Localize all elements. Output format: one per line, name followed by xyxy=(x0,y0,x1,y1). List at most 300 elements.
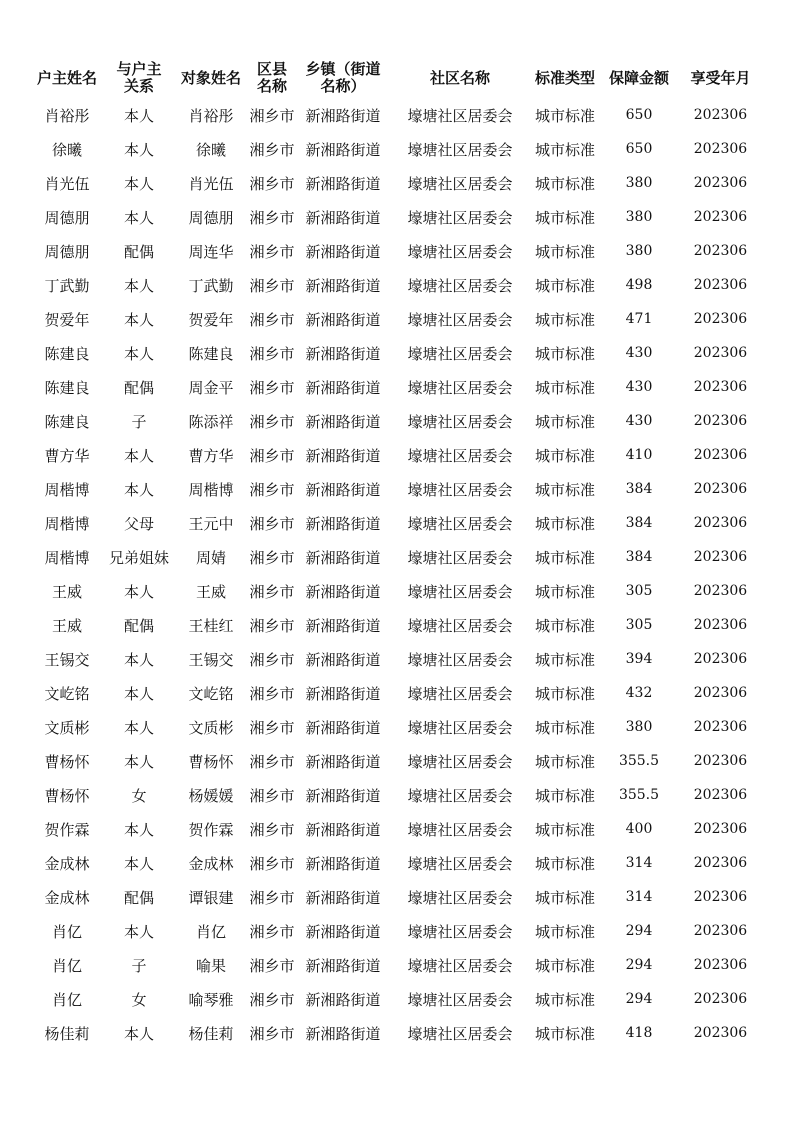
cell-township: 新湘路街道 xyxy=(305,276,381,295)
cell-county: 湘乡市 xyxy=(249,786,295,805)
cell-household-head-name: 金成林 xyxy=(44,888,90,907)
cell-relation: 子 xyxy=(131,412,147,431)
cell-recipient-name: 周德朋 xyxy=(188,208,234,227)
cell-county: 湘乡市 xyxy=(249,582,295,601)
table-row xyxy=(30,812,763,846)
cell-amount: 418 xyxy=(625,1025,653,1041)
header-county xyxy=(248,58,296,98)
cell-township: 新湘路街道 xyxy=(305,378,381,397)
table-row xyxy=(30,642,763,676)
cell-community: 壕塘社区居委会 xyxy=(407,242,513,261)
cell-township: 新湘路街道 xyxy=(305,106,381,125)
table-row xyxy=(30,710,763,744)
cell-recipient-name: 周连华 xyxy=(188,242,234,261)
cell-household-head-name: 肖亿 xyxy=(51,922,82,941)
cell-township: 新湘路街道 xyxy=(305,820,381,839)
header-row xyxy=(30,58,763,98)
cell-relation: 本人 xyxy=(123,650,154,669)
cell-relation: 女 xyxy=(131,786,147,805)
cell-period: 202306 xyxy=(693,379,748,395)
cell-household-head-name: 肖光伍 xyxy=(44,174,90,193)
cell-relation: 本人 xyxy=(123,276,154,295)
cell-relation: 本人 xyxy=(123,820,154,839)
cell-household-head-name: 丁武勤 xyxy=(44,276,90,295)
cell-household-head-name: 肖裕彤 xyxy=(44,106,90,125)
cell-county: 湘乡市 xyxy=(249,174,295,193)
cell-period: 202306 xyxy=(693,957,748,973)
cell-amount: 432 xyxy=(625,685,653,701)
cell-period: 202306 xyxy=(693,345,748,361)
cell-period: 202306 xyxy=(693,1025,748,1041)
cell-standard-type: 城市标准 xyxy=(534,752,595,771)
cell-relation: 本人 xyxy=(123,106,154,125)
cell-standard-type: 城市标准 xyxy=(534,616,595,635)
cell-amount: 384 xyxy=(625,515,653,531)
table-row xyxy=(30,744,763,778)
cell-amount: 400 xyxy=(625,821,653,837)
document-page xyxy=(30,58,763,1050)
cell-recipient-name: 周金平 xyxy=(188,378,234,397)
cell-relation: 配偶 xyxy=(123,378,154,397)
table-row xyxy=(30,370,763,404)
cell-community: 壕塘社区居委会 xyxy=(407,1024,513,1043)
cell-amount: 305 xyxy=(625,583,653,599)
cell-relation: 本人 xyxy=(123,208,154,227)
cell-standard-type: 城市标准 xyxy=(534,446,595,465)
cell-relation: 配偶 xyxy=(123,888,154,907)
cell-standard-type: 城市标准 xyxy=(534,548,595,567)
cell-county: 湘乡市 xyxy=(249,548,295,567)
cell-county: 湘乡市 xyxy=(249,990,295,1009)
cell-community: 壕塘社区居委会 xyxy=(407,208,513,227)
cell-amount: 380 xyxy=(625,209,653,225)
header-line: 标准类型 xyxy=(534,68,595,87)
table-row xyxy=(30,98,763,132)
table-row xyxy=(30,676,763,710)
table-row xyxy=(30,608,763,642)
cell-recipient-name: 贺作霖 xyxy=(188,820,234,839)
cell-period: 202306 xyxy=(693,855,748,871)
cell-township: 新湘路街道 xyxy=(305,140,381,159)
table-row xyxy=(30,166,763,200)
cell-standard-type: 城市标准 xyxy=(534,1024,595,1043)
cell-community: 壕塘社区居委会 xyxy=(407,344,513,363)
cell-amount: 294 xyxy=(625,991,653,1007)
cell-township: 新湘路街道 xyxy=(305,480,381,499)
cell-recipient-name: 肖亿 xyxy=(195,922,226,941)
header-line: 享受年月 xyxy=(690,68,751,87)
cell-household-head-name: 金成林 xyxy=(44,854,90,873)
cell-recipient-name: 王桂红 xyxy=(188,616,234,635)
cell-standard-type: 城市标准 xyxy=(534,786,595,805)
cell-period: 202306 xyxy=(693,685,748,701)
table-row xyxy=(30,302,763,336)
cell-period: 202306 xyxy=(693,413,748,429)
cell-household-head-name: 周楷博 xyxy=(44,480,90,499)
header-line: 保障金额 xyxy=(608,68,669,87)
cell-period: 202306 xyxy=(693,583,748,599)
table-row xyxy=(30,540,763,574)
table-row xyxy=(30,982,763,1016)
cell-household-head-name: 周楷博 xyxy=(44,514,90,533)
cell-community: 壕塘社区居委会 xyxy=(407,854,513,873)
cell-relation: 本人 xyxy=(123,922,154,941)
cell-community: 壕塘社区居委会 xyxy=(407,956,513,975)
cell-period: 202306 xyxy=(693,889,748,905)
cell-recipient-name: 曹杨怀 xyxy=(188,752,234,771)
cell-amount: 384 xyxy=(625,481,653,497)
table-row xyxy=(30,506,763,540)
cell-county: 湘乡市 xyxy=(249,106,295,125)
cell-household-head-name: 王锡交 xyxy=(44,650,90,669)
cell-township: 新湘路街道 xyxy=(305,650,381,669)
header-line: 区县 xyxy=(256,60,287,78)
cell-household-head-name: 杨佳莉 xyxy=(44,1024,90,1043)
cell-period: 202306 xyxy=(693,277,748,293)
cell-county: 湘乡市 xyxy=(249,378,295,397)
cell-household-head-name: 贺作霖 xyxy=(44,820,90,839)
cell-relation: 本人 xyxy=(123,344,154,363)
cell-amount: 380 xyxy=(625,175,653,191)
cell-community: 壕塘社区居委会 xyxy=(407,650,513,669)
cell-county: 湘乡市 xyxy=(249,752,295,771)
table-row xyxy=(30,404,763,438)
cell-household-head-name: 文屹铭 xyxy=(44,684,90,703)
cell-relation: 本人 xyxy=(123,854,154,873)
cell-community: 壕塘社区居委会 xyxy=(407,548,513,567)
cell-recipient-name: 文质彬 xyxy=(188,718,234,737)
cell-standard-type: 城市标准 xyxy=(534,242,595,261)
cell-recipient-name: 肖光伍 xyxy=(188,174,234,193)
cell-township: 新湘路街道 xyxy=(305,922,381,941)
table-row xyxy=(30,778,763,812)
cell-county: 湘乡市 xyxy=(249,718,295,737)
cell-community: 壕塘社区居委会 xyxy=(407,718,513,737)
cell-household-head-name: 周德朋 xyxy=(44,208,90,227)
cell-standard-type: 城市标准 xyxy=(534,412,595,431)
cell-relation: 配偶 xyxy=(123,616,154,635)
cell-relation: 父母 xyxy=(123,514,154,533)
cell-household-head-name: 贺爱年 xyxy=(44,310,90,329)
cell-county: 湘乡市 xyxy=(249,684,295,703)
cell-amount: 355.5 xyxy=(618,787,660,803)
cell-period: 202306 xyxy=(693,481,748,497)
cell-standard-type: 城市标准 xyxy=(534,820,595,839)
cell-household-head-name: 陈建良 xyxy=(44,378,90,397)
cell-standard-type: 城市标准 xyxy=(534,990,595,1009)
cell-community: 壕塘社区居委会 xyxy=(407,888,513,907)
cell-standard-type: 城市标准 xyxy=(534,718,595,737)
cell-household-head-name: 徐曦 xyxy=(51,140,82,159)
cell-household-head-name: 陈建良 xyxy=(44,412,90,431)
cell-standard-type: 城市标准 xyxy=(534,106,595,125)
cell-relation: 本人 xyxy=(123,140,154,159)
cell-period: 202306 xyxy=(693,141,748,157)
cell-household-head-name: 曹杨怀 xyxy=(44,786,90,805)
cell-township: 新湘路街道 xyxy=(305,990,381,1009)
cell-township: 新湘路街道 xyxy=(305,1024,381,1043)
header-line: 关系 xyxy=(123,77,154,95)
cell-recipient-name: 周婧 xyxy=(195,548,226,567)
cell-county: 湘乡市 xyxy=(249,820,295,839)
cell-amount: 384 xyxy=(625,549,653,565)
cell-county: 湘乡市 xyxy=(249,514,295,533)
cell-standard-type: 城市标准 xyxy=(534,582,595,601)
cell-community: 壕塘社区居委会 xyxy=(407,820,513,839)
cell-township: 新湘路街道 xyxy=(305,854,381,873)
cell-township: 新湘路街道 xyxy=(305,786,381,805)
cell-recipient-name: 肖裕彤 xyxy=(188,106,234,125)
cell-standard-type: 城市标准 xyxy=(534,310,595,329)
cell-period: 202306 xyxy=(693,243,748,259)
cell-township: 新湘路街道 xyxy=(305,310,381,329)
cell-amount: 471 xyxy=(625,311,653,327)
table-row xyxy=(30,914,763,948)
cell-community: 壕塘社区居委会 xyxy=(407,582,513,601)
cell-standard-type: 城市标准 xyxy=(534,514,595,533)
header-recipient-name xyxy=(174,58,248,98)
header-relation xyxy=(104,58,174,98)
cell-household-head-name: 文质彬 xyxy=(44,718,90,737)
cell-period: 202306 xyxy=(693,515,748,531)
cell-period: 202306 xyxy=(693,549,748,565)
cell-period: 202306 xyxy=(693,923,748,939)
cell-recipient-name: 贺爱年 xyxy=(188,310,234,329)
cell-recipient-name: 周楷博 xyxy=(188,480,234,499)
cell-relation: 女 xyxy=(131,990,147,1009)
cell-county: 湘乡市 xyxy=(249,1024,295,1043)
cell-recipient-name: 文屹铭 xyxy=(188,684,234,703)
cell-township: 新湘路街道 xyxy=(305,548,381,567)
cell-standard-type: 城市标准 xyxy=(534,888,595,907)
cell-relation: 本人 xyxy=(123,718,154,737)
cell-township: 新湘路街道 xyxy=(305,446,381,465)
cell-community: 壕塘社区居委会 xyxy=(407,990,513,1009)
cell-household-head-name: 陈建良 xyxy=(44,344,90,363)
cell-recipient-name: 杨佳莉 xyxy=(188,1024,234,1043)
header-standard-type xyxy=(530,58,600,98)
cell-household-head-name: 王威 xyxy=(51,616,82,635)
cell-amount: 314 xyxy=(625,889,653,905)
table-row xyxy=(30,132,763,166)
cell-amount: 314 xyxy=(625,855,653,871)
cell-period: 202306 xyxy=(693,107,748,123)
cell-township: 新湘路街道 xyxy=(305,752,381,771)
cell-community: 壕塘社区居委会 xyxy=(407,752,513,771)
cell-community: 壕塘社区居委会 xyxy=(407,514,513,533)
header-line: 乡镇（街道 xyxy=(305,60,381,78)
cell-county: 湘乡市 xyxy=(249,310,295,329)
cell-relation: 配偶 xyxy=(123,242,154,261)
cell-county: 湘乡市 xyxy=(249,888,295,907)
cell-community: 壕塘社区居委会 xyxy=(407,412,513,431)
header-line: 户主姓名 xyxy=(36,68,97,87)
cell-township: 新湘路街道 xyxy=(305,242,381,261)
table-row xyxy=(30,200,763,234)
header-line: 与户主 xyxy=(116,60,162,78)
cell-township: 新湘路街道 xyxy=(305,684,381,703)
cell-amount: 305 xyxy=(625,617,653,633)
cell-county: 湘乡市 xyxy=(249,208,295,227)
cell-period: 202306 xyxy=(693,719,748,735)
cell-community: 壕塘社区居委会 xyxy=(407,174,513,193)
cell-relation: 本人 xyxy=(123,480,154,499)
cell-amount: 294 xyxy=(625,957,653,973)
table-row xyxy=(30,574,763,608)
cell-standard-type: 城市标准 xyxy=(534,378,595,397)
cell-relation: 本人 xyxy=(123,684,154,703)
cell-community: 壕塘社区居委会 xyxy=(407,480,513,499)
cell-township: 新湘路街道 xyxy=(305,412,381,431)
cell-county: 湘乡市 xyxy=(249,140,295,159)
cell-county: 湘乡市 xyxy=(249,854,295,873)
cell-community: 壕塘社区居委会 xyxy=(407,106,513,125)
cell-community: 壕塘社区居委会 xyxy=(407,276,513,295)
cell-standard-type: 城市标准 xyxy=(534,922,595,941)
cell-standard-type: 城市标准 xyxy=(534,140,595,159)
cell-period: 202306 xyxy=(693,311,748,327)
cell-community: 壕塘社区居委会 xyxy=(407,684,513,703)
cell-amount: 650 xyxy=(625,141,653,157)
cell-amount: 355.5 xyxy=(618,753,660,769)
cell-amount: 430 xyxy=(625,379,653,395)
header-line: 社区名称 xyxy=(429,68,490,87)
cell-recipient-name: 谭银建 xyxy=(188,888,234,907)
cell-household-head-name: 曹杨怀 xyxy=(44,752,90,771)
cell-household-head-name: 周楷博 xyxy=(44,548,90,567)
cell-recipient-name: 王威 xyxy=(195,582,226,601)
cell-period: 202306 xyxy=(693,787,748,803)
cell-standard-type: 城市标准 xyxy=(534,650,595,669)
cell-amount: 294 xyxy=(625,923,653,939)
table-body xyxy=(30,98,763,1050)
cell-amount: 430 xyxy=(625,345,653,361)
cell-period: 202306 xyxy=(693,447,748,463)
cell-standard-type: 城市标准 xyxy=(534,684,595,703)
cell-household-head-name: 王威 xyxy=(51,582,82,601)
cell-county: 湘乡市 xyxy=(249,922,295,941)
cell-amount: 430 xyxy=(625,413,653,429)
cell-household-head-name: 肖亿 xyxy=(51,956,82,975)
cell-county: 湘乡市 xyxy=(249,956,295,975)
cell-county: 湘乡市 xyxy=(249,344,295,363)
cell-county: 湘乡市 xyxy=(249,412,295,431)
cell-community: 壕塘社区居委会 xyxy=(407,140,513,159)
table-row xyxy=(30,438,763,472)
table-row xyxy=(30,948,763,982)
cell-period: 202306 xyxy=(693,753,748,769)
cell-community: 壕塘社区居委会 xyxy=(407,786,513,805)
cell-relation: 本人 xyxy=(123,752,154,771)
cell-amount: 410 xyxy=(625,447,653,463)
cell-county: 湘乡市 xyxy=(249,242,295,261)
cell-community: 壕塘社区居委会 xyxy=(407,378,513,397)
cell-period: 202306 xyxy=(693,209,748,225)
cell-household-head-name: 肖亿 xyxy=(51,990,82,1009)
cell-standard-type: 城市标准 xyxy=(534,344,595,363)
cell-amount: 394 xyxy=(625,651,653,667)
cell-recipient-name: 徐曦 xyxy=(195,140,226,159)
cell-period: 202306 xyxy=(693,821,748,837)
cell-amount: 650 xyxy=(625,107,653,123)
cell-recipient-name: 曹方华 xyxy=(188,446,234,465)
cell-county: 湘乡市 xyxy=(249,480,295,499)
cell-household-head-name: 周德朋 xyxy=(44,242,90,261)
header-amount xyxy=(600,58,678,98)
cell-relation: 本人 xyxy=(123,174,154,193)
cell-standard-type: 城市标准 xyxy=(534,480,595,499)
cell-recipient-name: 喻果 xyxy=(195,956,226,975)
table-row xyxy=(30,268,763,302)
cell-period: 202306 xyxy=(693,651,748,667)
cell-standard-type: 城市标准 xyxy=(534,174,595,193)
cell-township: 新湘路街道 xyxy=(305,582,381,601)
header-township xyxy=(296,58,390,98)
cell-amount: 380 xyxy=(625,719,653,735)
cell-recipient-name: 杨媛媛 xyxy=(188,786,234,805)
table-row xyxy=(30,880,763,914)
cell-amount: 498 xyxy=(625,277,653,293)
cell-recipient-name: 陈添祥 xyxy=(188,412,234,431)
cell-period: 202306 xyxy=(693,991,748,1007)
header-line: 名称） xyxy=(320,77,366,95)
cell-township: 新湘路街道 xyxy=(305,208,381,227)
cell-household-head-name: 曹方华 xyxy=(44,446,90,465)
cell-recipient-name: 金成林 xyxy=(188,854,234,873)
cell-relation: 兄弟姐妹 xyxy=(108,548,169,567)
cell-relation: 本人 xyxy=(123,310,154,329)
cell-standard-type: 城市标准 xyxy=(534,276,595,295)
cell-recipient-name: 丁武勤 xyxy=(188,276,234,295)
cell-standard-type: 城市标准 xyxy=(534,854,595,873)
cell-community: 壕塘社区居委会 xyxy=(407,446,513,465)
cell-community: 壕塘社区居委会 xyxy=(407,310,513,329)
table-row xyxy=(30,336,763,370)
table-row xyxy=(30,1016,763,1050)
cell-relation: 本人 xyxy=(123,1024,154,1043)
cell-township: 新湘路街道 xyxy=(305,616,381,635)
cell-county: 湘乡市 xyxy=(249,616,295,635)
cell-recipient-name: 王锡交 xyxy=(188,650,234,669)
header-line: 对象姓名 xyxy=(180,68,241,87)
cell-community: 壕塘社区居委会 xyxy=(407,616,513,635)
cell-county: 湘乡市 xyxy=(249,276,295,295)
cell-amount: 380 xyxy=(625,243,653,259)
cell-relation: 本人 xyxy=(123,582,154,601)
header-community xyxy=(390,58,530,98)
cell-recipient-name: 陈建良 xyxy=(188,344,234,363)
cell-township: 新湘路街道 xyxy=(305,174,381,193)
cell-township: 新湘路街道 xyxy=(305,956,381,975)
cell-period: 202306 xyxy=(693,175,748,191)
cell-standard-type: 城市标准 xyxy=(534,956,595,975)
cell-township: 新湘路街道 xyxy=(305,344,381,363)
cell-standard-type: 城市标准 xyxy=(534,208,595,227)
table-row xyxy=(30,234,763,268)
cell-community: 壕塘社区居委会 xyxy=(407,922,513,941)
subsidy-table xyxy=(30,58,763,1050)
cell-township: 新湘路街道 xyxy=(305,514,381,533)
header-household-head-name xyxy=(30,58,104,98)
table-header xyxy=(30,58,763,98)
table-row xyxy=(30,846,763,880)
cell-recipient-name: 王元中 xyxy=(188,514,234,533)
header-period xyxy=(678,58,763,98)
cell-relation: 子 xyxy=(131,956,147,975)
table-row xyxy=(30,472,763,506)
header-line: 名称 xyxy=(256,77,287,95)
cell-relation: 本人 xyxy=(123,446,154,465)
